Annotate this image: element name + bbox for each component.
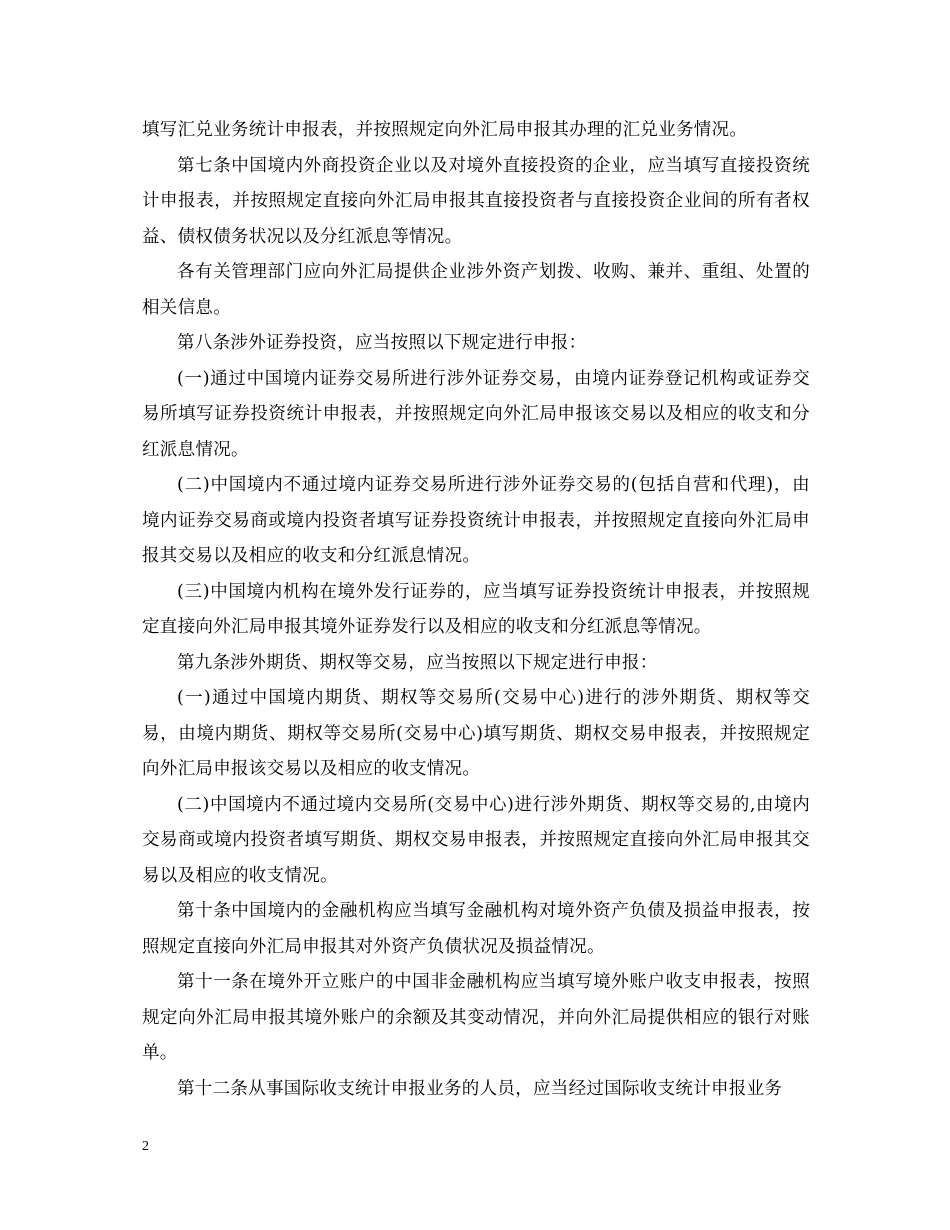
body-text — [142, 113, 810, 1107]
paragraph-10: (二)中国境内不通过境内交易所(交易中心)进行涉外期货、期权等交易的,由境内交易商或境内投资者填写期货、期权交易申报表，并按照规定直接向外汇局申报其交易以及相应的收支情况。 — [142, 794, 810, 886]
page-number: 2 — [142, 1139, 149, 1154]
paragraph-3: 各有关管理部门应向外汇局提供企业涉外资产划拨、收购、兼并、重组、处置的相关信息。 — [142, 262, 810, 318]
paragraph-13: 第十二条从事国际收支统计申报业务的人员，应当经过国际收支统计申报业务 — [177, 1078, 783, 1099]
paragraph-8: 第九条涉外期货、期权等交易，应当按照以下规定进行申报： — [177, 652, 658, 673]
paragraph-5: (一)通过中国境内证券交易所进行涉外证券交易，由境内证券登记机构或证券交易所填写证券投资统计申报表，并按照规定向外汇局申报该交易以及相应的收支和分红派息情况。 — [142, 368, 810, 460]
paragraph-1: 填写汇兑业务统计申报表，并按照规定向外汇局申报其办理的汇兑业务情况。 — [142, 120, 748, 140]
paragraph-9: (一)通过中国境内期货、期权等交易所(交易中心)进行的涉外期货、期权等交易，由境内期货、期权等交易所(交易中心)填写期货、期权交易申报表，并按照规定向外汇局申报该交易以及相应的收支情况。 — [142, 688, 810, 779]
paragraph-12: 第十一条在境外开立账户的中国非金融机构应当填写境外账户收支申报表，按照规定向外汇局申报其境外账户的余额及其变动情况，并向外汇局提供相应的银行对账单。 — [142, 972, 810, 1063]
paragraph-7: (三)中国境内机构在境外发行证券的，应当填写证券投资统计申报表，并按照规定直接向外汇局申报其境外证券发行以及相应的收支和分红派息等情况。 — [142, 581, 810, 637]
paragraph-11: 第十条中国境内的金融机构应当填写金融机构对境外资产负债及损益申报表，按照规定直接向外汇局申报其对外资产负债状况及损益情况。 — [142, 901, 810, 957]
paragraph-2: 第七条中国境内外商投资企业以及对境外直接投资的企业，应当填写直接投资统计申报表，并按照规定直接向外汇局申报其直接投资者与直接投资企业间的所有者权益、债权债务状况以及分红派息等情况。 — [142, 155, 810, 247]
paragraph-6: (二)中国境内不通过境内证券交易所进行涉外证券交易的(包括自营和代理)，由境内证券交易商或境内投资者填写证券投资统计申报表，并按照规定直接向外汇局申报其交易以及相应的收支和分红派息情况。 — [142, 475, 810, 566]
paragraph-4: 第八条涉外证券投资，应当按照以下规定进行申报： — [177, 333, 587, 353]
